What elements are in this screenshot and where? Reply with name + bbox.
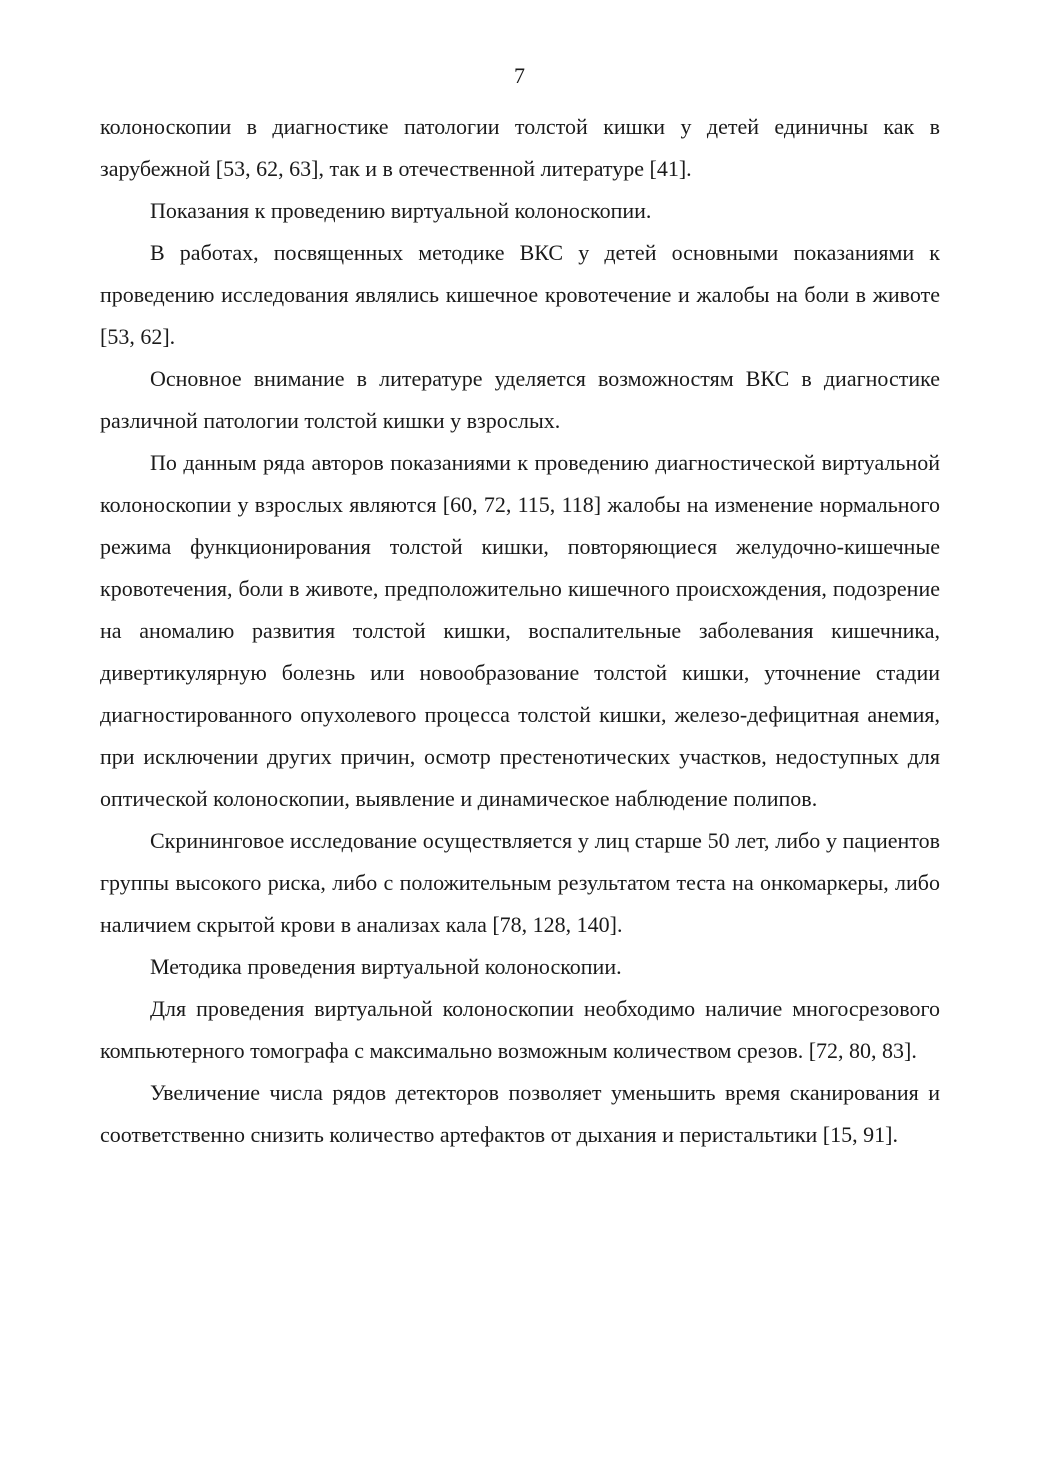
paragraph-detector-rows: Увеличение числа рядов детекторов позволяет уменьшить время сканирования и соответственно снизить количество артефактов от дыхания и перистальтики [15, 91].	[100, 1080, 940, 1147]
paragraph-screening: Скрининговое исследование осуществляется у лиц старше 50 лет, либо у пациентов группы высокого риска, либо с положительным результатом теста на онкомаркеры, либо наличием скрытой крови в анализах кала [78, 128, 140].	[100, 828, 940, 937]
page-number: 7	[514, 63, 525, 88]
paragraph-indications-heading: Показания к проведению виртуальной колоноскопии.	[150, 198, 652, 223]
paragraph-method-heading: Методика проведения виртуальной колоноскопии.	[150, 954, 622, 979]
paragraph-continuation: колоноскопии в диагностике патологии толстой кишки у детей единичны как в зарубежной [53, 62, 63], так и в отечественной литературе [41].	[100, 114, 940, 181]
paragraph-ct-requirement: Для проведения виртуальной колоноскопии необходимо наличие многосрезового компьютерного томографа с максимально возможным количеством срезов. [72, 80, 83].	[100, 996, 940, 1063]
paragraph-adult-focus: Основное внимание в литературе уделяется возможностям ВКС в диагностике различной патологии толстой кишки у взрослых.	[100, 366, 940, 433]
paragraph-adult-indications: По данным ряда авторов показаниями к проведению диагностической виртуальной колоноскопии у взрослых являются [60, 72, 115, 118] жалобы на изменение нормального режима функционирования толстой кишки, повторяющиеся желудочно-кишечные кровотечения, боли в животе, предположительно кишечного происхождения, подозрение на аномалию развития толстой кишки, воспалительные заболевания кишечника, дивертикулярную болезнь или новообразование толстой кишки, уточнение стадии диагностированного опухолевого процесса толстой кишки, железо-дефицитная анемия, при исключении других причин, осмотр престенотических участков, недоступных для оптической колоноскопии, выявление и динамическое наблюдение полипов.	[100, 450, 940, 811]
paragraph-children-indications: В работах, посвященных методике ВКС у детей основными показаниями к проведению исследования являлись кишечное кровотечение и жалобы на боли в животе [53, 62].	[100, 240, 940, 349]
document-body	[100, 106, 940, 1156]
